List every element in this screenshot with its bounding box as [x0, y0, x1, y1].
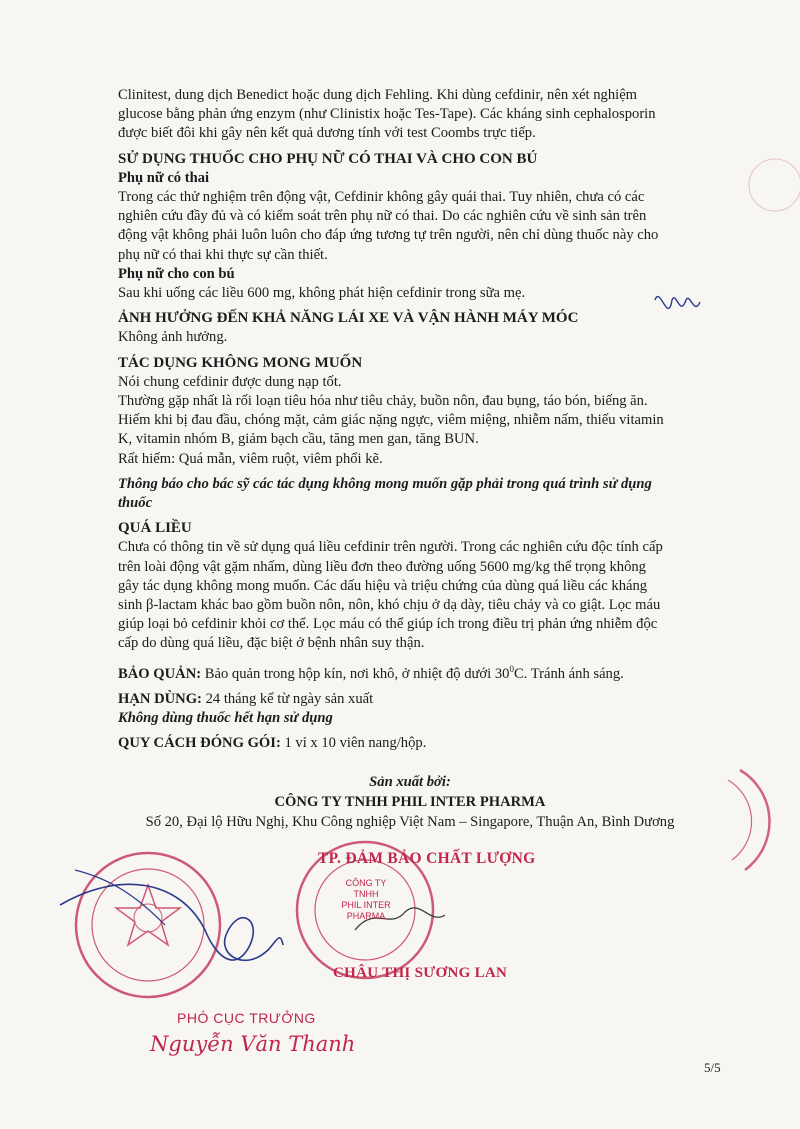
overdose-heading: QUÁ LIỀU	[118, 520, 192, 537]
driving-heading: ẢNH HƯỞNG ĐẾN KHẢ NĂNG LÁI XE VÀ VẬN HÀNH MÁY MÓC	[118, 310, 579, 327]
overdose-line: giúp loại bỏ cefdinir khỏi cơ thể. Lọc máu có thể giúp ích trong điều trị phản ứng nhiễm độc	[118, 616, 658, 633]
expiry-warning: Không dùng thuốc hết hạn sử dụng	[118, 709, 333, 726]
intro-line: được biết đôi khi gây nên kết quả dương tính với test Coombs trực tiếp.	[118, 125, 536, 142]
pregnancy-heading: SỬ DỤNG THUỐC CHO PHỤ NỮ CÓ THAI VÀ CHO CON BÚ	[118, 150, 538, 167]
company-stamp-line: PHIL INTER	[341, 900, 391, 910]
company-stamp-line: PHARMA	[346, 911, 386, 921]
document-body	[118, 86, 728, 753]
producer-company: CÔNG TY TNHH PHIL INTER PHARMA	[274, 794, 546, 810]
breastfeeding-line: Sau khi uống các liều 600 mg, không phát hiện cefdinir trong sữa mẹ.	[118, 285, 526, 302]
packaging-text: 1 vỉ x 10 viên nang/hộp.	[280, 735, 427, 752]
pregnant-line: phụ nữ có thai khi thực sự cần thiết.	[118, 246, 328, 263]
notice-line: thuốc	[118, 495, 153, 512]
side-effects-line: K, vitamin nhóm B, giảm bạch cầu, tăng men gan, tăng BUN.	[118, 431, 479, 448]
overdose-line: sinh β-lactam khác bao gồm buồn nôn, nôn, khó chịu ở dạ dày, tiêu chảy và co giật. Lọc máu	[118, 597, 661, 614]
pregnant-line: động vật không phải luôn luôn cho đáp ứng tương tự trên người, nên chỉ dùng thuốc này cho	[118, 227, 659, 244]
qa-title: TP. ĐẢM BẢO CHẤT LƯỢNG	[318, 850, 536, 867]
side-effects-line: Nói chung cefdinir được dung nạp tốt.	[118, 373, 342, 390]
packaging-line	[118, 734, 728, 753]
overdose-line: cấp do dùng quá liều, đặc biệt ở bệnh nhân suy thận.	[118, 635, 425, 652]
deputy-signature	[60, 884, 283, 960]
breastfeeding-subheading: Phụ nữ cho con bú	[118, 265, 235, 282]
expiry-label: HẠN DÙNG:	[118, 690, 202, 707]
packaging-label: QUY CÁCH ĐÓNG GÓI:	[118, 735, 281, 752]
qa-name: CHÂU THỊ SƯƠNG LAN	[333, 965, 508, 981]
storage-text-after: C. Tránh ánh sáng.	[513, 665, 624, 682]
overdose-line: gây tác dụng không mong muốn. Các dấu hiệu và triệu chứng của dùng quá liều các kháng	[118, 577, 648, 594]
government-seal	[76, 853, 220, 997]
page-number: 5/5	[704, 1060, 721, 1075]
side-effects-heading: TÁC DỤNG KHÔNG MONG MUỐN	[118, 354, 363, 371]
producer-address: Số 20, Đại lộ Hữu Nghị, Khu Công nghiệp Việt Nam – Singapore, Thuận An, Bình Dương	[145, 814, 675, 830]
overdose-line: Chưa có thông tin về sử dụng quá liều cefdinir trên người. Trong các nghiên cứu độc tính cấp	[118, 539, 663, 556]
producer-block	[80, 772, 740, 832]
storage-label: BẢO QUẢN:	[118, 665, 202, 682]
deputy-title: PHÓ CỤC TRƯỞNG	[177, 1010, 316, 1026]
company-stamp-line: TNHH	[353, 889, 379, 899]
side-effects-line: Thường gặp nhất là rối loạn tiêu hóa như tiêu chảy, buồn nôn, đau bụng, táo bón, biếng ăn.	[118, 393, 648, 410]
storage-superscript: 0	[509, 663, 514, 674]
side-effects-line: Rất hiếm: Quá mẫn, viêm ruột, viêm phổi kẽ.	[118, 450, 383, 467]
company-stamp-line: CÔNG TY	[345, 878, 387, 888]
company-seal	[297, 842, 433, 978]
notice-line: Thông báo cho bác sỹ các tác dụng không mong muốn gặp phải trong quá trình sử dụng	[118, 475, 652, 492]
producer-by: Sản xuất bởi:	[369, 774, 451, 790]
storage-line	[118, 660, 728, 684]
expiry-text: 24 tháng kể từ ngày sản xuất	[201, 690, 374, 707]
pregnant-line: Trong các thử nghiệm trên động vật, Cefdinir không gây quái thai. Tuy nhiên, chưa có các	[118, 189, 645, 206]
intro-line: Clinitest, dung dịch Benedict hoặc dung dịch Fehling. Khi dùng cefdinir, nên xét nghiệm	[118, 87, 638, 103]
intro-line: glucose bằng phản ứng enzym (như Clinistix hoặc Tes-Tape). Các kháng sinh cephalosporin	[118, 106, 656, 123]
pregnant-line: nghiên cứu đầy đủ và có kiểm soát trên phụ nữ có thai. Do các nghiên cứu về sinh sản trên	[118, 208, 647, 225]
pregnant-subheading: Phụ nữ có thai	[118, 169, 210, 186]
side-effects-line: Hiếm khi bị đau đầu, chóng mặt, cảm giác nặng ngực, viêm miệng, nhiễm nấm, thiếu vitamin	[118, 412, 664, 429]
company-stamp-text	[340, 878, 392, 922]
deputy-name: Nguyễn Văn Thanh	[150, 1032, 356, 1056]
qa-signature	[355, 908, 445, 930]
storage-text: Bảo quản trong hộp kín, nơi khô, ở nhiệt độ dưới 30	[201, 665, 510, 682]
expiry-line	[118, 690, 728, 709]
overdose-line: trên loài động vật gặm nhấm, dùng liều đơn theo đường uống 5600 mg/kg thể trọng không	[118, 558, 646, 575]
driving-line: Không ảnh hưởng.	[118, 329, 228, 346]
